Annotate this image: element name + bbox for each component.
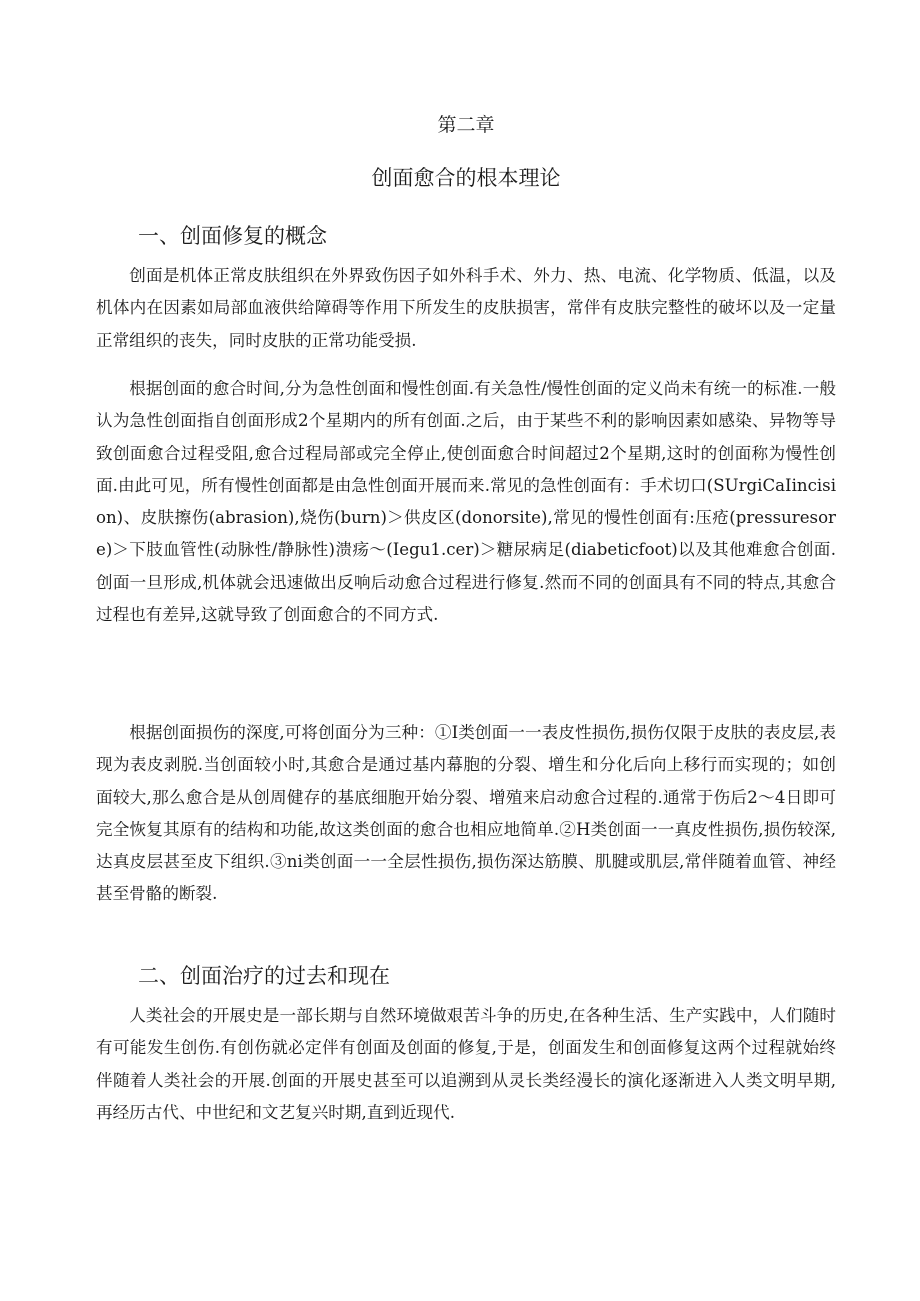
paragraph-history: 人类社会的开展史是一部长期与自然环境做艰苦斗争的历史,在各种生活、生产实践中，人们随时有可能发生创伤.有创伤就必定伴有创面及创面的修复,于是，创面发生和创面修复这两个过程就始终伴随着人类社会的开展.创面的开展史甚至可以追溯到从灵长类经漫长的演化逐渐进入人类文明早期,再经历古代、中世纪和文艺复兴时期,直到近现代. (96, 1006, 836, 1122)
document-title: 创面愈合的根本理论 (371, 166, 561, 190)
section-heading-history: 二、创面治疗的过去和现在 (138, 964, 390, 988)
section-heading-concept: 一、创面修复的概念 (138, 224, 327, 248)
paragraph-wound-definition: 创面是机体正常皮肤组织在外界致伤因子如外科手术、外力、热、电流、化学物质、低温，以及机体内在因素如局部血液供给障碍等作用下所发生的皮肤损害，常伴有皮肤完整性的破坏以及一定量正常组织的丧失，同时皮肤的正常功能受损. (96, 266, 836, 350)
paragraph-wound-depth: 根据创面损伤的深度,可将创面分为三种：①I类创面一一表皮性损伤,损伤仅限于皮肤的表皮层,表现为表皮剥脱.当创面较小时,其愈合是通过基内幕胞的分裂、增生和分化后向上移行而实现的；如创面较大,那么愈合是从创周健存的基底细胞开始分裂、增殖来启动愈合过程的.通常于伤后2～4日即可完全恢复其原有的结构和功能,故这类创面的愈合也相应地简单.②H类创面一一真皮性损伤,损伤较深,达真皮层甚至皮下组织.③ni类创面一一全层性损伤,损伤深达筋膜、肌腱或肌层,常伴随着血管、神经甚至骨骼的断裂. (96, 723, 836, 904)
chapter-label: 第二章 (437, 114, 495, 136)
paragraph-acute-chronic: 根据创面的愈合时间,分为急性创面和慢性创面.有关急性/慢性创面的定义尚未有统一的标准.一般认为急性创面指自创面形成2个星期内的所有创面.之后，由于某些不利的影响因素如感染、异物等导致创面愈合过程受阻,愈合过程局部或完全停止,使创面愈合时间超过2个星期,这时的创面称为慢性创面.由此可见，所有慢性创面都是由急性创面开展而来.常见的急性创面有：手术切口(SUrgiCaIincision)、皮肤擦伤(abrasion),烧伤(burn)＞供皮区(donorsite),常见的慢性创面有:压疮(pressuresore)＞下肢血管性(动脉性/静脉性)溃疡～(Iegu1.cer)＞糖尿病足(diabeticfoot)以及其他难愈合创面.创面一旦形成,机体就会迅速做出反响后动愈合过程进行修复.然而不同的创面具有不同的特点,其愈合过程也有差异,这就导致了创面愈合的不同方式. (96, 379, 837, 625)
